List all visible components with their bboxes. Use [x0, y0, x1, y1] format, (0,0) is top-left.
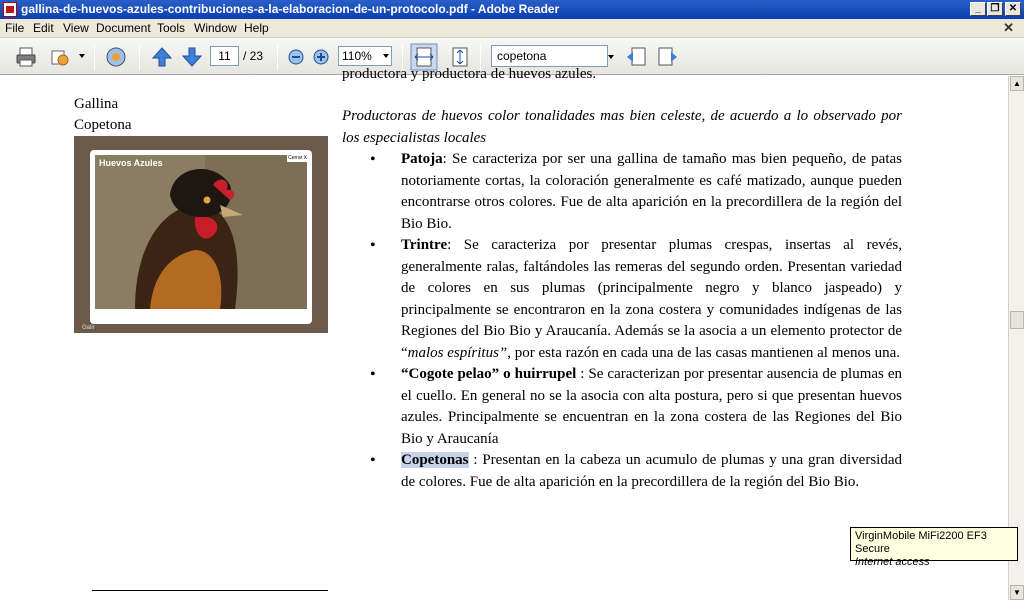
footnote-divider — [92, 590, 328, 591]
photo-title: Huevos Azules — [99, 158, 163, 168]
tooltip-line1: VirginMobile MiFi2200 EF3 Secure — [855, 530, 987, 555]
title-bar — [0, 0, 1024, 19]
page-number-input[interactable]: 11 — [210, 46, 239, 66]
menu-edit[interactable]: Edit — [33, 21, 54, 35]
list-item-text: : Presentan en la cabeza un acumulo de plumas y una gran diversidad de colores. Fue de alta aparición en la precordillera de la región del Bio Bio. — [401, 452, 902, 490]
photo-content — [95, 155, 307, 309]
menu-help[interactable]: Help — [244, 21, 269, 35]
list-item — [370, 149, 902, 235]
menu-file[interactable]: File — [5, 21, 25, 35]
zoom-dropdown-icon[interactable] — [383, 54, 389, 58]
toolbar-separator — [139, 44, 140, 70]
list-item — [370, 450, 902, 493]
menu-bar — [0, 19, 1024, 38]
document-view[interactable] — [0, 66, 1008, 600]
photo-close-label: Cerrar X — [288, 155, 307, 161]
scroll-up-icon[interactable]: ▲ — [1010, 76, 1024, 91]
menu-window[interactable]: Window — [194, 21, 237, 35]
photo-footer: Galir — [82, 325, 95, 331]
intro-paragraph: Productoras de huevos color tonalidades mas bien celeste, de acuerdo a lo observado por los especialistas locales — [342, 108, 902, 146]
network-tooltip — [850, 527, 1018, 568]
list-item-text: : Se caracteriza por presentar plumas crespas, insertas al revés, generalmente ralas, faltándoles las remeras del segundo orden. Presentan variedad de colores en sus plumas (principalmente negro y blanco jaspeado) y principalmente se encontraron en la zona costera y comunidades indígenas de las Regiones del Bio Bio y Araucanía. Además se la asocia a un elemento protector de “ — [401, 237, 902, 361]
vertical-scrollbar[interactable] — [1008, 76, 1024, 600]
menu-document[interactable]: Document — [96, 21, 151, 35]
toolbar-separator — [94, 44, 95, 70]
find-dropdown-icon[interactable] — [608, 55, 614, 59]
maximize-button[interactable]: ❐ — [987, 2, 1003, 16]
window-title: gallina-de-huevos-azules-contribuciones-a-la-elaboracion-de-un-protocolo.pdf - Adobe Reader — [21, 2, 560, 16]
print-icon[interactable] — [14, 45, 38, 69]
list-item-term: Trintre — [401, 237, 448, 253]
image-caption-line2: Copetona — [74, 117, 132, 133]
zoom-out-icon[interactable] — [284, 45, 308, 69]
document-close-icon[interactable]: ✕ — [1003, 20, 1014, 35]
list-item-term: Patoja — [401, 151, 443, 167]
document-text-line: productora y productora de huevos azules. — [342, 66, 597, 82]
page-count: / 23 — [243, 49, 264, 63]
list-item-text: : Se caracterizan por presentar ausencia de plumas en el cuello. En general no se la asocia con alta postura, pero si que presentan huevos azules. Principalmente se encuentran en la zona costera de las Regiones del Bio Bio y Araucanía — [401, 366, 902, 447]
toolbar-separator — [277, 44, 278, 70]
scrollbar-thumb[interactable] — [1010, 311, 1024, 329]
zoom-select[interactable] — [338, 46, 392, 66]
list-item-italic: malos espíritus”, — [407, 344, 512, 361]
minimize-button[interactable]: _ — [970, 2, 986, 16]
share-dropdown-icon[interactable] — [79, 54, 85, 58]
close-button[interactable]: ✕ — [1005, 2, 1021, 16]
search-highlight-term: Copetonas — [401, 452, 469, 468]
hen-photo — [74, 136, 328, 333]
find-input[interactable]: copetona — [491, 45, 608, 67]
hen-illustration — [95, 155, 307, 309]
image-caption-line1: Gallina — [74, 96, 119, 112]
collaborate-icon[interactable] — [104, 45, 128, 69]
previous-page-icon[interactable] — [150, 45, 174, 69]
share-icon[interactable] — [48, 45, 72, 69]
zoom-value: 110% — [342, 49, 372, 63]
list-item — [370, 235, 902, 364]
menu-tools[interactable]: Tools — [157, 21, 186, 35]
list-item-text: por esta razón en cada una de las casas mantienen al menos una. — [511, 344, 901, 361]
list-item-text: : Se caracteriza por ser una gallina de tamaño mas bien pequeño, de patas notoriamente cortas, la coloración generalmente es café matizado, aunque pueden encontrarse otros colores. Fue de alta aparición en la precordillera de la región del Bio Bio. — [401, 151, 902, 232]
hen-types-list — [370, 149, 902, 493]
menu-view[interactable]: View — [63, 21, 89, 35]
scroll-down-icon[interactable]: ▼ — [1010, 585, 1024, 600]
zoom-in-icon[interactable] — [309, 45, 333, 69]
list-item-term: “Cogote pelao” o huirrupel — [401, 366, 577, 382]
tooltip-line2: Internet access — [855, 556, 930, 568]
pdf-app-icon — [3, 2, 17, 17]
next-page-icon[interactable] — [180, 45, 204, 69]
list-item — [370, 364, 902, 450]
